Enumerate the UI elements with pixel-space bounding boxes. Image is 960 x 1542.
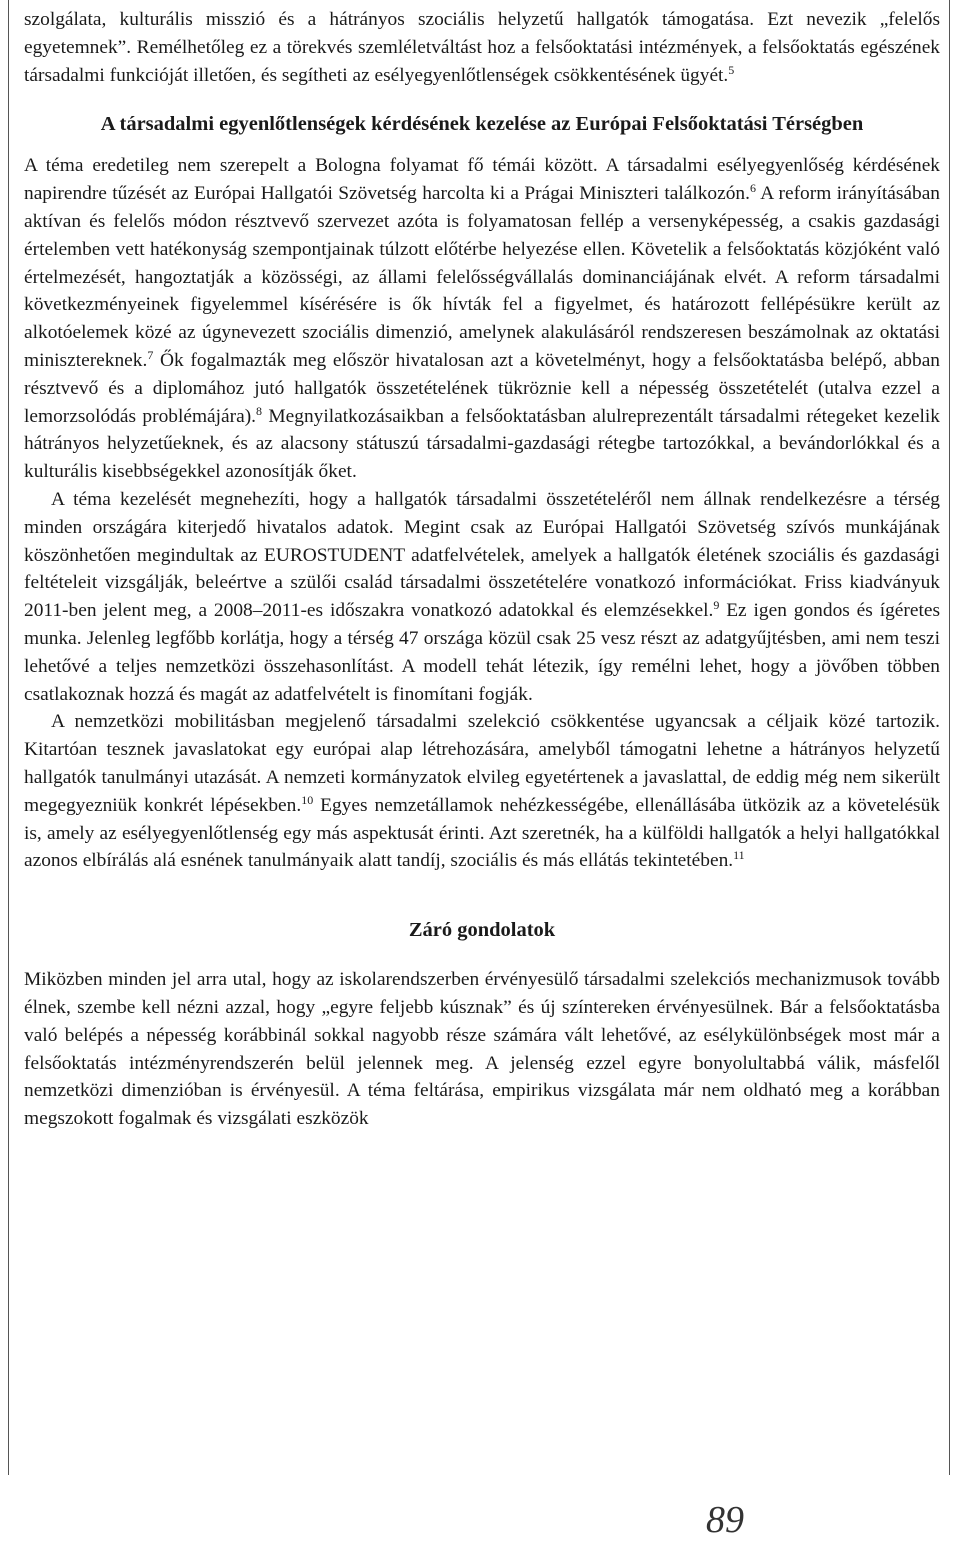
footnote-ref-5[interactable]: 5 <box>728 62 735 77</box>
footnote-ref-11[interactable]: 11 <box>733 848 745 863</box>
section-heading-social-inequality: A társadalmi egyenlőtlenségek kérdésének kezelése az Európai Felsőoktatási Térségben <box>100 113 864 136</box>
footnote-ref-9[interactable]: 9 <box>713 598 720 613</box>
footnote-ref-6[interactable]: 6 <box>749 181 756 196</box>
intro-paragraph: szolgálata, kulturális misszió és a hátrányos szociális helyzetű hallgatók támogatása. Ezt nevezik „felelős egyetemnek”. Remélhetőleg ez a törekvés szemléletváltást hoz a felsőoktatási intézmények, a felsőoktatás egészének társadalmi funkcióját illetően, és segítheti az esélyegyenlőtlenségek csökkentésének ügyét.$^5$ <box>24 9 940 86</box>
section1-paragraph-2: A téma kezelését megnehezíti, hogy a hallgatók társadalmi összetételéről nem állnak rendelkezésre a térség minden országára kiterjedő hivatalos adatok. Megint csak az Európai Hallgatói Szövetség szívós munkájának köszönhetően megindultak az EUROSTUDENT adatfelvételek, amelyek a hallgatók életének szociális és gazdasági feltételeit vizsgálják, beleértve a szülői család társadalmi összetételére vonatkozó információkat. Friss kiadványuk 2011-ben jelent meg, a 2008–2011-es időszakra vonatkozó adatokkal és elemzésekkel.$^9$ Ez igen gondos és ígéretes munka. Jelenleg legfőbb korlátja, hogy a térség 47 országa közül csak 25 vesz részt az adatgyűjtésben, ami nem teszi lehetővé a teljes nemzetközi összehasonlítást. A modell tehát létezik, így remélni lehet, hogy a jövőben többen csatlakoznak hozzá és magát az adatfelvételt is finomítani fogják. <box>24 488 941 705</box>
page-body <box>24 6 940 1133</box>
footnote-ref-8[interactable]: 8 <box>256 403 263 418</box>
section1-paragraph-1: A téma eredetileg nem szerepelt a Bologna folyamat fő témái között. A társadalmi esélyegyenlőség kérdésének napirendre tűzését az Európai Hallgatói Szövetség harcolta ki a Prágai Miniszteri találkozón.$^6$ A reform irányításában aktívan és felelős módon résztvevő szervezet azóta is folyamatosan fellép a versenyképesség, a csakis gazdasági értelemben vett hatékonyság szempontjainak túlzott előtérbe helyezése ellen. Követelik a felsőoktatás közjóként való értelmezését, hangoztatják a közösségi, az állami felelősségvállalás dominanciájának elvét. A reform társadalmi következményeinek figyelemmel kísérésére is ők hívták fel a figyelmet, és határozott fellépésükre került az alkotóelemek közé az úgynevezett szociális dimenzió, amelynek alakulásáról rendszeresen beszámolnak az oktatási minisztereknek.$^7$ Ők fogalmazták meg először hivatalosan azt a követelményt, hogy a felsőoktatásba belépő, abban résztvevő és a diplomához jutó hallgatók összetételének tükröznie kell a népesség összetételét (utalva ezzel a lemorzsolódás problémájára).$^8$ Megnyilatkozásaikban a felsőoktatásban alulreprezentált társadalmi rétegeket kezelik hátrányos helyzetűeknek, és az alacsony státuszú társadalmi-gazdasági rétegbe tartozókkal, a bevándorlókkal és a kulturális kisebbségekkel azonosítják őket. <box>24 155 940 483</box>
section1-paragraph-3: A nemzetközi mobilitásban megjelenő társadalmi szelekció csökkentése ugyancsak a céljaik közé tartozik. Kitartóan tesznek javaslatokat egy európai alap létrehozására, amelyből támogatni lehetne a hátrányos helyzetű hallgatók tanulmányi utazását. A nemzeti kormányzatok elvileg egyetértenek a javaslattal, de eddig még nem sikerült megegyezniük konkrét lépésekben.$^{10}$ Egyes nemzetállamok nehézkességébe, ellenállásába ütközik az a követelésük is, amely az esélyegyenlőtlenség egy más aspektusát érinti. Azt szeretnék, ha a külföldi hallgatók a helyi hallgatókkal azonos elbírálás alá esnének tanulmányaik alatt tandíj, szociális és más ellátás tekintetében.$^{11}$ <box>24 711 940 872</box>
section2-paragraph-1: Miközben minden jel arra utal, hogy az iskolarendszerben érvényesülő társadalmi szelekciós mechanizmusok tovább élnek, szembe kell nézni azzal, hogy „egyre feljebb kúsznak” és új színtereken érvényesülnek. Bár a felsőoktatásba való belépés a népesség korábbinál sokkal nagyobb része számára vált lehetővé, az esélykülönbségek most már a felsőoktatás intézményrendszerén belül jelennek meg. A jelenség ezzel egyre bonyolultabbá válik, másfelől nemzetközi dimenzióban is érvényesül. A téma feltárása, empirikus vizsgálata már nem oldható meg a korábban megszokott fogalmak és vizsgálati eszközök <box>24 969 940 1130</box>
right-margin-rule <box>949 0 950 1475</box>
left-margin-rule <box>8 0 9 1475</box>
page-number: 89 <box>706 1499 744 1541</box>
footnote-ref-7[interactable]: 7 <box>147 347 154 362</box>
section-heading-closing-thoughts: Záró gondolatok <box>408 919 556 942</box>
footnote-ref-10[interactable]: 10 <box>301 792 314 807</box>
